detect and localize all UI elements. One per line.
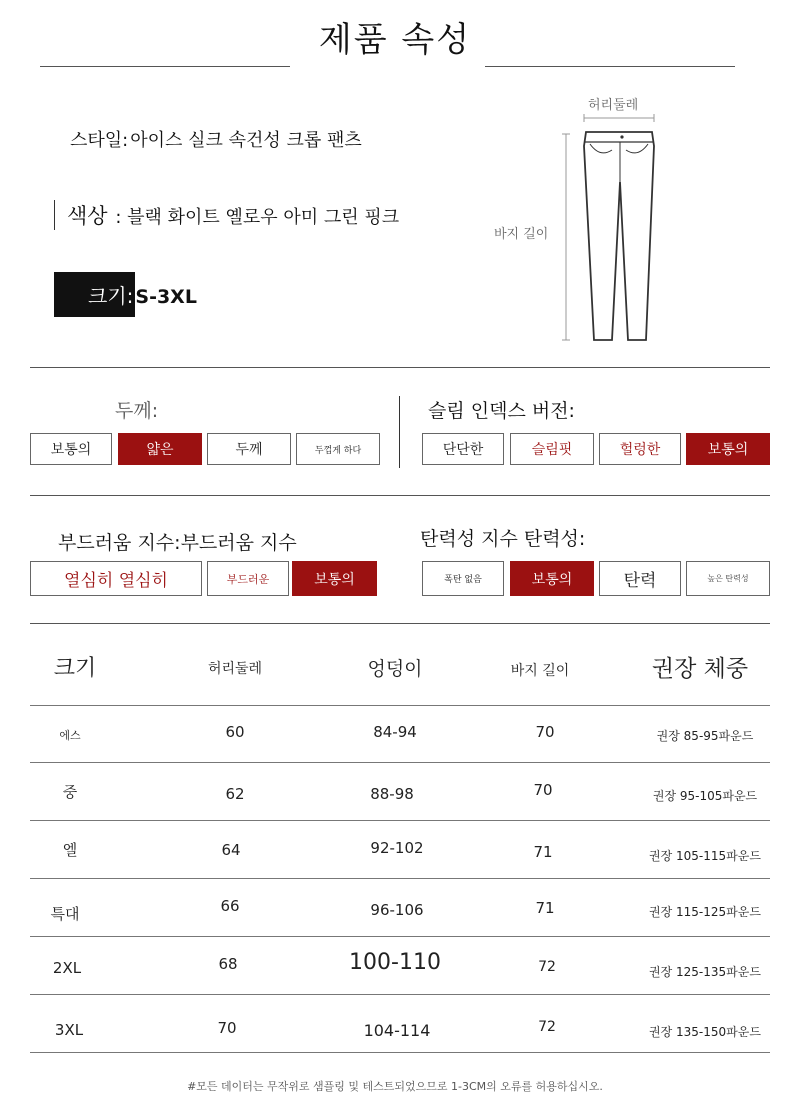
row-hip: 88-98	[370, 785, 414, 803]
row-waist: 66	[220, 897, 240, 915]
elasticity-option-elastic[interactable]: 탄력	[599, 561, 681, 596]
length-label: 바지 길이	[494, 227, 549, 242]
title-divider	[40, 66, 290, 67]
table-row	[30, 879, 770, 937]
row-length: 72	[538, 1019, 556, 1035]
waist-label: 허리둘레	[588, 98, 639, 113]
col-header-waist: 허리둘레	[207, 661, 263, 677]
row-waist: 62	[225, 785, 245, 803]
thickness-option-thicken[interactable]: 두껍게 하다	[296, 433, 380, 465]
row-waist: 64	[221, 841, 241, 859]
row-waist: 68	[218, 955, 238, 973]
section-separator	[399, 396, 400, 468]
section-divider	[30, 495, 770, 496]
title-divider	[485, 66, 735, 67]
footnote: #모든 데이터는 무작위로 샘플링 및 테스트되었으므로 1-3CM의 오류를 허용하십시오.	[187, 1080, 603, 1093]
row-weight: 권장 95-105파운드	[652, 789, 758, 803]
softness-label: 부드러움 지수:부드러움 지수	[58, 532, 297, 554]
style-attribute	[68, 126, 362, 152]
pants-diagram-icon	[560, 112, 670, 348]
color-key: 색상	[54, 200, 110, 230]
size-attribute	[54, 272, 197, 317]
row-size: 2XL	[52, 959, 82, 977]
row-hip: 92-102	[370, 839, 424, 857]
row-length: 72	[538, 959, 556, 975]
slim-option-normal[interactable]: 보통의	[686, 433, 770, 465]
row-weight: 권장 125-135파운드	[649, 965, 761, 979]
table-row	[30, 705, 770, 763]
row-waist: 60	[225, 723, 245, 741]
row-length: 71	[533, 843, 553, 861]
row-hip: 100-110	[349, 950, 441, 975]
table-row	[30, 763, 770, 821]
page-title: 제품 속성	[318, 20, 472, 60]
row-hip: 96-106	[370, 901, 424, 919]
row-weight: 권장 85-95파운드	[656, 729, 754, 743]
row-size: 특대	[50, 905, 80, 923]
style-value: 아이스 실크 속건성 크롭 팬츠	[130, 130, 362, 151]
section-divider	[30, 367, 770, 368]
row-waist: 70	[217, 1019, 237, 1037]
col-header-hip: 엉덩이	[367, 658, 423, 680]
size-value: S-3XL	[135, 286, 197, 308]
thickness-label: 두께:	[115, 400, 159, 422]
table-row	[30, 821, 770, 879]
col-header-length: 바지 길이	[510, 663, 570, 679]
elasticity-label: 탄력성 지수 탄력성:	[420, 528, 586, 550]
elasticity-option-normal[interactable]: 보통의	[510, 561, 594, 596]
softness-option-normal[interactable]: 보통의	[292, 561, 377, 596]
color-attribute	[54, 200, 399, 230]
row-hip: 84-94	[373, 723, 417, 741]
slim-option-firm[interactable]: 단단한	[422, 433, 504, 465]
col-header-size: 크기	[53, 656, 97, 681]
table-row	[30, 995, 770, 1053]
row-size: 엘	[62, 841, 78, 859]
row-hip: 104-114	[363, 1021, 431, 1040]
row-length: 70	[535, 723, 555, 741]
row-length: 71	[535, 899, 555, 917]
col-header-weight: 권장 체중	[651, 656, 749, 682]
style-key: 스타일:	[68, 126, 130, 152]
slim-option-loose[interactable]: 헐렁한	[599, 433, 681, 465]
section-divider	[30, 623, 770, 624]
row-length: 70	[533, 781, 553, 799]
softness-option-hard[interactable]: 열심히 열심히	[30, 561, 202, 596]
row-size: 3XL	[54, 1021, 84, 1039]
table-row	[30, 937, 770, 995]
elasticity-option-high[interactable]: 높은 탄력성	[686, 561, 770, 596]
row-size: 중	[62, 783, 78, 801]
row-weight: 권장 135-150파운드	[649, 1025, 761, 1039]
row-weight: 권장 115-125파운드	[649, 905, 761, 919]
elasticity-option-none[interactable]: 폭탄 없음	[422, 561, 504, 596]
color-value: : 블랙 화이트 옐로우 아미 그린 핑크	[115, 207, 400, 228]
thickness-option-thin[interactable]: 얇은	[118, 433, 202, 465]
size-key: 크기:	[54, 272, 135, 317]
thickness-option-thick[interactable]: 두께	[207, 433, 291, 465]
row-weight: 권장 105-115파운드	[649, 849, 761, 863]
slim-label: 슬림 인덱스 버전:	[428, 400, 575, 422]
slim-option-slimfit[interactable]: 슬림핏	[510, 433, 594, 465]
softness-option-soft[interactable]: 부드러운	[207, 561, 289, 596]
thickness-option-normal[interactable]: 보통의	[30, 433, 112, 465]
row-size: 에스	[59, 729, 81, 742]
